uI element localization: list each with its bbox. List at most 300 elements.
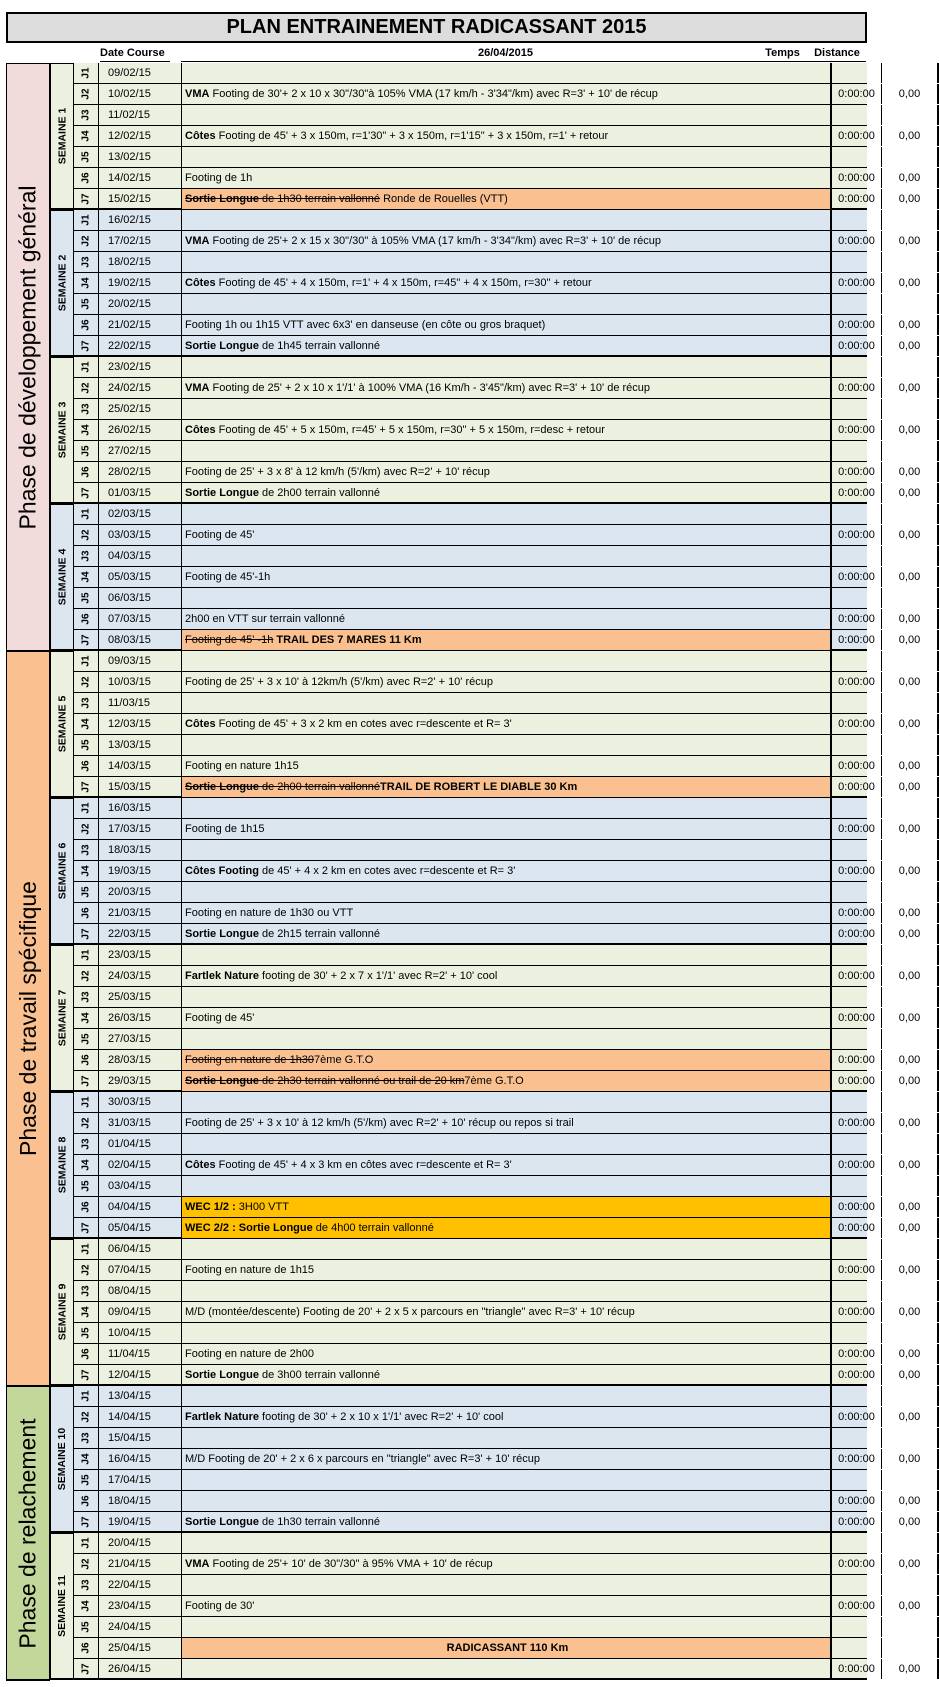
activity-cell — [181, 1071, 830, 1091]
distance-cell: 0,00 — [881, 1113, 939, 1133]
time-cell: 0:00:00 — [830, 1008, 881, 1028]
activity-cell — [181, 903, 830, 923]
activity-text: de 2h00 terrain vallonné — [258, 487, 381, 499]
date-cell: 13/02/15 — [98, 147, 181, 167]
time-cell: 0:00:00 — [830, 1155, 881, 1175]
table-row — [73, 672, 921, 693]
activity-cell — [181, 882, 830, 902]
time-cell — [830, 945, 881, 965]
date-cell: 03/04/15 — [98, 1176, 181, 1196]
date-cell: 24/04/15 — [98, 1617, 181, 1637]
time-cell: 0:00:00 — [830, 714, 881, 734]
time-cell — [830, 798, 881, 818]
activity-keyword: Côtes — [185, 1159, 216, 1171]
date-cell: 25/04/15 — [98, 1638, 181, 1658]
table-row — [73, 315, 921, 336]
distance-cell — [881, 1176, 939, 1196]
distance-cell: 0,00 — [881, 903, 939, 923]
time-cell: 0:00:00 — [830, 84, 881, 104]
date-cell: 19/03/15 — [98, 861, 181, 881]
day-label: J7 — [80, 634, 92, 646]
table-row — [73, 1449, 921, 1470]
activity-text: de 1h30 terrain vallonné — [258, 1516, 381, 1528]
day-label: J4 — [80, 1306, 92, 1318]
table-row — [73, 1575, 867, 1596]
distance-cell — [881, 1134, 939, 1154]
time-cell: 0:00:00 — [830, 777, 881, 797]
activity-keyword: VMA — [185, 235, 210, 247]
phase-label — [6, 1386, 50, 1681]
day-cell — [73, 1344, 98, 1364]
table-row — [73, 1428, 867, 1449]
time-cell — [830, 210, 881, 230]
table-row — [73, 798, 867, 819]
date-cell: 06/03/15 — [98, 588, 181, 608]
activity-keyword: Sortie Longue — [185, 487, 259, 499]
day-label: J1 — [80, 361, 92, 373]
table-row — [73, 84, 921, 105]
date-cell: 05/04/15 — [98, 1218, 181, 1238]
distance-cell: 0,00 — [881, 1155, 939, 1175]
activity-cell — [181, 357, 830, 377]
distance-cell: 0,00 — [881, 189, 939, 209]
time-cell: 0:00:00 — [830, 966, 881, 986]
day-label: J7 — [80, 1075, 92, 1087]
date-cell: 24/02/15 — [98, 378, 181, 398]
distance-cell — [881, 63, 939, 83]
date-cell: 01/04/15 — [98, 1134, 181, 1154]
phase-label-text: Phase de développement général — [14, 185, 41, 529]
table-row — [73, 693, 867, 714]
table-row — [73, 630, 921, 651]
distance-cell: 0,00 — [881, 861, 939, 881]
day-label: J3 — [80, 991, 92, 1003]
day-label: J6 — [80, 319, 92, 331]
time-cell — [830, 147, 881, 167]
activity-cell — [181, 210, 830, 230]
table-row — [73, 1260, 921, 1281]
activity-text: Footing de 45' + 5 x 150m, r=45' + 5 x 150m, r=30" + 5 x 150m, r=desc + retour — [215, 424, 605, 436]
distance-cell: 0,00 — [881, 1071, 939, 1091]
table-row — [73, 1596, 921, 1617]
time-cell: 0:00:00 — [830, 462, 881, 482]
date-cell: 28/02/15 — [98, 462, 181, 482]
time-cell: 0:00:00 — [830, 630, 881, 650]
distance-cell: 0,00 — [881, 378, 939, 398]
table-row — [73, 504, 867, 525]
day-label: J6 — [80, 1642, 92, 1654]
activity-cell — [181, 1239, 830, 1259]
day-label: J3 — [80, 697, 92, 709]
distance-cell: 0,00 — [881, 315, 939, 335]
distance-cell: 0,00 — [881, 672, 939, 692]
activity-cell — [181, 567, 830, 587]
day-cell — [73, 1008, 98, 1028]
distance-cell: 0,00 — [881, 1365, 939, 1385]
activity-cell — [181, 1344, 830, 1364]
day-cell — [73, 1323, 98, 1343]
day-cell — [73, 798, 98, 818]
activity-cell — [181, 315, 830, 335]
day-cell — [73, 1575, 98, 1595]
week-label — [50, 651, 74, 798]
table-row — [73, 147, 867, 168]
activity-keyword: Sortie Longue — [185, 1516, 259, 1528]
time-cell: 0:00:00 — [830, 1071, 881, 1091]
day-cell — [73, 399, 98, 419]
day-cell — [73, 1029, 98, 1049]
table-row — [73, 1323, 867, 1344]
distance-cell — [881, 1386, 939, 1406]
time-cell: 0:00:00 — [830, 1554, 881, 1574]
day-cell — [73, 693, 98, 713]
day-label: J7 — [80, 928, 92, 940]
time-cell: 0:00:00 — [830, 1659, 881, 1679]
distance-cell: 0,00 — [881, 966, 939, 986]
time-cell — [830, 546, 881, 566]
distance-cell — [881, 546, 939, 566]
activity-cell — [181, 525, 830, 545]
day-label: J3 — [80, 844, 92, 856]
day-label: J5 — [80, 298, 92, 310]
distance-cell: 0,00 — [881, 126, 939, 146]
day-label: J6 — [80, 1054, 92, 1066]
day-label: J2 — [80, 970, 92, 982]
activity-keyword: Côtes Footing — [185, 865, 259, 877]
day-label: J6 — [80, 1201, 92, 1213]
activity-cell — [181, 1260, 830, 1280]
day-cell — [73, 630, 98, 650]
distance-cell: 0,00 — [881, 231, 939, 251]
date-cell: 05/03/15 — [98, 567, 181, 587]
distance-cell — [881, 399, 939, 419]
day-label: J5 — [80, 886, 92, 898]
day-label: J7 — [80, 1516, 92, 1528]
day-label: J4 — [80, 424, 92, 436]
day-label: J3 — [80, 109, 92, 121]
activity-text: de 1h45 terrain vallonné — [258, 340, 381, 352]
distance-cell — [881, 1533, 939, 1553]
day-cell — [73, 840, 98, 860]
cancelled-text: de 2h00 terrain vallonné — [258, 781, 381, 793]
activity-text: M/D (montée/descente) Footing de 20' + 2 x 5 x parcours en "triangle" avec R=3' + 10' récup — [185, 1306, 635, 1318]
time-cell — [830, 294, 881, 314]
activity-cell — [181, 1470, 830, 1490]
table-row — [73, 588, 867, 609]
day-label: J2 — [80, 1558, 92, 1570]
day-label: J2 — [80, 823, 92, 835]
date-cell: 16/02/15 — [98, 210, 181, 230]
day-label: J4 — [80, 1600, 92, 1612]
day-label: J1 — [80, 1096, 92, 1108]
day-label: J5 — [80, 151, 92, 163]
time-cell — [830, 1029, 881, 1049]
day-cell — [73, 1155, 98, 1175]
date-cell: 23/03/15 — [98, 945, 181, 965]
distance-cell: 0,00 — [881, 1449, 939, 1469]
date-cell: 11/02/15 — [98, 105, 181, 125]
day-label: J2 — [80, 1411, 92, 1423]
distance-cell: 0,00 — [881, 1008, 939, 1028]
table-row — [73, 777, 921, 798]
activity-cell — [181, 1386, 830, 1406]
activity-cell — [181, 1428, 830, 1448]
week-label — [50, 1533, 74, 1680]
day-label: J3 — [80, 1579, 92, 1591]
activity-text: M/D Footing de 20' + 2 x 6 x parcours en "triangle" avec R=3' + 10' récup — [185, 1453, 540, 1465]
time-cell: 0:00:00 — [830, 1302, 881, 1322]
week-label — [50, 945, 74, 1092]
time-cell: 0:00:00 — [830, 903, 881, 923]
activity-cell — [181, 105, 830, 125]
date-cell: 27/03/15 — [98, 1029, 181, 1049]
table-row — [73, 1407, 921, 1428]
table-row — [73, 924, 921, 945]
table-row — [73, 1050, 921, 1071]
activity-cell — [181, 777, 830, 797]
table-row — [73, 1197, 921, 1218]
distance-header: Distance — [808, 45, 866, 62]
distance-cell: 0,00 — [881, 1407, 939, 1427]
distance-cell — [881, 1029, 939, 1049]
activity-cell — [181, 1029, 830, 1049]
table-row — [73, 483, 921, 504]
activity-cell — [181, 1512, 830, 1532]
time-cell — [830, 252, 881, 272]
time-header: Temps — [757, 45, 808, 62]
time-cell — [830, 1281, 881, 1301]
activity-keyword: VMA — [185, 88, 210, 100]
date-cell: 07/03/15 — [98, 609, 181, 629]
time-cell — [830, 588, 881, 608]
distance-cell — [881, 294, 939, 314]
day-label: J3 — [80, 256, 92, 268]
day-cell — [73, 147, 98, 167]
activity-cell — [181, 630, 830, 650]
table-row — [73, 1218, 921, 1239]
distance-cell — [881, 1428, 939, 1448]
distance-cell — [881, 1323, 939, 1343]
time-cell — [830, 441, 881, 461]
cancelled-keyword: Sortie Longue — [185, 1075, 259, 1087]
activity-cell — [181, 819, 830, 839]
date-cell: 09/03/15 — [98, 651, 181, 671]
date-cell: 22/03/15 — [98, 924, 181, 944]
table-row — [73, 189, 921, 210]
table-row — [73, 462, 921, 483]
day-label: J5 — [80, 592, 92, 604]
day-cell — [73, 1218, 98, 1238]
activity-cell — [181, 273, 830, 293]
time-cell — [830, 1134, 881, 1154]
activity-cell — [181, 1197, 830, 1217]
activity-text: Footing de 30'+ 2 x 10 x 30"/30"à 105% VMA (17 km/h - 3'34"/km) avec R=3' + 10' de récup — [209, 88, 658, 100]
date-cell: 12/03/15 — [98, 714, 181, 734]
day-cell — [73, 1113, 98, 1133]
table-row — [73, 294, 867, 315]
table-row — [73, 609, 921, 630]
table-row — [73, 1533, 867, 1554]
table-row — [73, 1512, 921, 1533]
date-cell: 11/03/15 — [98, 693, 181, 713]
date-cell: 03/03/15 — [98, 525, 181, 545]
date-cell: 08/03/15 — [98, 630, 181, 650]
activity-cell — [181, 1554, 830, 1574]
table-row — [73, 882, 867, 903]
date-cell: 02/03/15 — [98, 504, 181, 524]
day-label: J7 — [80, 1369, 92, 1381]
activity-cell — [181, 1155, 830, 1175]
date-cell: 31/03/15 — [98, 1113, 181, 1133]
time-cell: 0:00:00 — [830, 189, 881, 209]
activity-text: Footing en nature de 2h00 — [185, 1348, 315, 1360]
date-cell: 20/04/15 — [98, 1533, 181, 1553]
day-label: J7 — [80, 340, 92, 352]
day-cell — [73, 546, 98, 566]
table-row — [73, 966, 921, 987]
distance-cell: 0,00 — [881, 1218, 939, 1238]
day-cell — [73, 1659, 98, 1679]
activity-text: Footing en nature de 1h15 — [185, 1264, 315, 1276]
activity-text: Footing de 45' + 4 x 150m, r=1' + 4 x 150m, r=45" + 4 x 150m, r=30" + retour — [215, 277, 592, 289]
time-cell — [830, 1638, 881, 1658]
day-label: J1 — [80, 1390, 92, 1402]
table-row — [73, 945, 867, 966]
table-row — [73, 567, 921, 588]
day-cell — [73, 966, 98, 986]
date-cell: 26/04/15 — [98, 1659, 181, 1679]
distance-cell: 0,00 — [881, 168, 939, 188]
time-cell — [830, 105, 881, 125]
activity-text: Footing de 1h15 — [185, 823, 265, 835]
activity-cell — [181, 609, 830, 629]
activity-text: Footing de 45' + 3 x 150m, r=1'30" + 3 x 150m, r=1'15" + 3 x 150m, r=1' + retour — [215, 130, 609, 142]
time-cell: 0:00:00 — [830, 273, 881, 293]
table-row — [73, 714, 921, 735]
distance-cell — [881, 735, 939, 755]
date-cell: 06/04/15 — [98, 1239, 181, 1259]
phase-label — [6, 63, 50, 652]
activity-text: Footing en nature 1h15 — [185, 760, 299, 772]
table-row — [73, 273, 921, 294]
day-cell — [73, 231, 98, 251]
table-row — [73, 1491, 921, 1512]
date-cell: 28/03/15 — [98, 1050, 181, 1070]
time-cell: 0:00:00 — [830, 1512, 881, 1532]
activity-text: Footing de 45' — [185, 529, 255, 541]
date-cell: 04/04/15 — [98, 1197, 181, 1217]
day-cell — [73, 1596, 98, 1616]
activity-text: Footing de 25' + 2 x 10 x 1'/1' à 100% VMA (16 Km/h - 3'45"/km) avec R=3' + 10' de récup — [209, 382, 651, 394]
distance-cell: 0,00 — [881, 483, 939, 503]
activity-cell — [181, 798, 830, 818]
distance-cell — [881, 105, 939, 125]
time-cell — [830, 1386, 881, 1406]
time-cell — [830, 1092, 881, 1112]
table-row — [73, 1302, 921, 1323]
day-cell — [73, 252, 98, 272]
activity-cell — [181, 1302, 830, 1322]
day-cell — [73, 819, 98, 839]
activity-keyword: RADICASSANT 110 Km — [446, 1642, 569, 1654]
activity-text: Footing de 45' + 3 x 2 km en cotes avec r=descente et R= 3' — [215, 718, 512, 730]
time-cell: 0:00:00 — [830, 1344, 881, 1364]
date-cell: 18/03/15 — [98, 840, 181, 860]
activity-keyword: Côtes — [185, 718, 216, 730]
table-row — [73, 1134, 867, 1155]
time-cell: 0:00:00 — [830, 1113, 881, 1133]
day-cell — [73, 336, 98, 356]
activity-cell — [181, 1365, 830, 1385]
day-cell — [73, 168, 98, 188]
day-cell — [73, 63, 98, 83]
activity-keyword: TRAIL DE ROBERT LE DIABLE 30 Km — [380, 781, 578, 793]
time-cell: 0:00:00 — [830, 420, 881, 440]
week-label-text: SEMAINE 9 — [56, 1283, 69, 1341]
day-cell — [73, 1134, 98, 1154]
activity-keyword: Fartlek Nature — [185, 970, 259, 982]
activity-keyword: Côtes — [185, 130, 216, 142]
time-cell — [830, 987, 881, 1007]
time-cell: 0:00:00 — [830, 315, 881, 335]
time-cell — [830, 1617, 881, 1637]
date-cell: 13/04/15 — [98, 1386, 181, 1406]
activity-keyword: Sortie Longue — [185, 928, 259, 940]
time-cell: 0:00:00 — [830, 924, 881, 944]
activity-cell — [181, 1218, 830, 1238]
activity-cell — [181, 294, 830, 314]
activity-text: footing de 30' + 2 x 7 x 1'/1' avec R=2' + 10' cool — [258, 970, 498, 982]
distance-cell: 0,00 — [881, 1302, 939, 1322]
distance-cell: 0,00 — [881, 1260, 939, 1280]
activity-text: Footing de 45' + 4 x 3 km en côtes avec r=descente et R= 3' — [215, 1159, 512, 1171]
day-label: J6 — [80, 760, 92, 772]
table-row — [73, 1344, 921, 1365]
week-label — [50, 798, 74, 945]
distance-cell — [881, 357, 939, 377]
date-cell: 10/02/15 — [98, 84, 181, 104]
week-label-text: SEMAINE 6 — [56, 842, 69, 900]
time-cell — [830, 1428, 881, 1448]
activity-cell — [181, 987, 830, 1007]
day-label: J4 — [80, 865, 92, 877]
table-row — [73, 651, 867, 672]
date-cell: 09/02/15 — [98, 63, 181, 83]
distance-cell: 0,00 — [881, 756, 939, 776]
time-cell: 0:00:00 — [830, 861, 881, 881]
week-label-text: SEMAINE 11 — [56, 1575, 69, 1637]
activity-cell — [181, 1176, 830, 1196]
distance-cell: 0,00 — [881, 84, 939, 104]
activity-cell — [181, 1449, 830, 1469]
distance-cell: 0,00 — [881, 420, 939, 440]
date-cell: 19/04/15 — [98, 1512, 181, 1532]
day-label: J6 — [80, 907, 92, 919]
activity-cell — [181, 861, 830, 881]
day-cell — [73, 294, 98, 314]
activity-cell — [181, 84, 830, 104]
activity-cell — [181, 966, 830, 986]
date-cell: 23/04/15 — [98, 1596, 181, 1616]
activity-cell — [181, 1533, 830, 1553]
day-label: J3 — [80, 403, 92, 415]
day-label: J7 — [80, 1222, 92, 1234]
date-cell: 27/02/15 — [98, 441, 181, 461]
day-label: J1 — [80, 655, 92, 667]
activity-text: Footing de 25'+ 2 x 15 x 30"/30" à 105% VMA (17 km/h - 3'34"/km) avec R=3' + 10' de récup — [209, 235, 661, 247]
table-row — [73, 756, 921, 777]
week-label-text: SEMAINE 7 — [56, 989, 69, 1047]
